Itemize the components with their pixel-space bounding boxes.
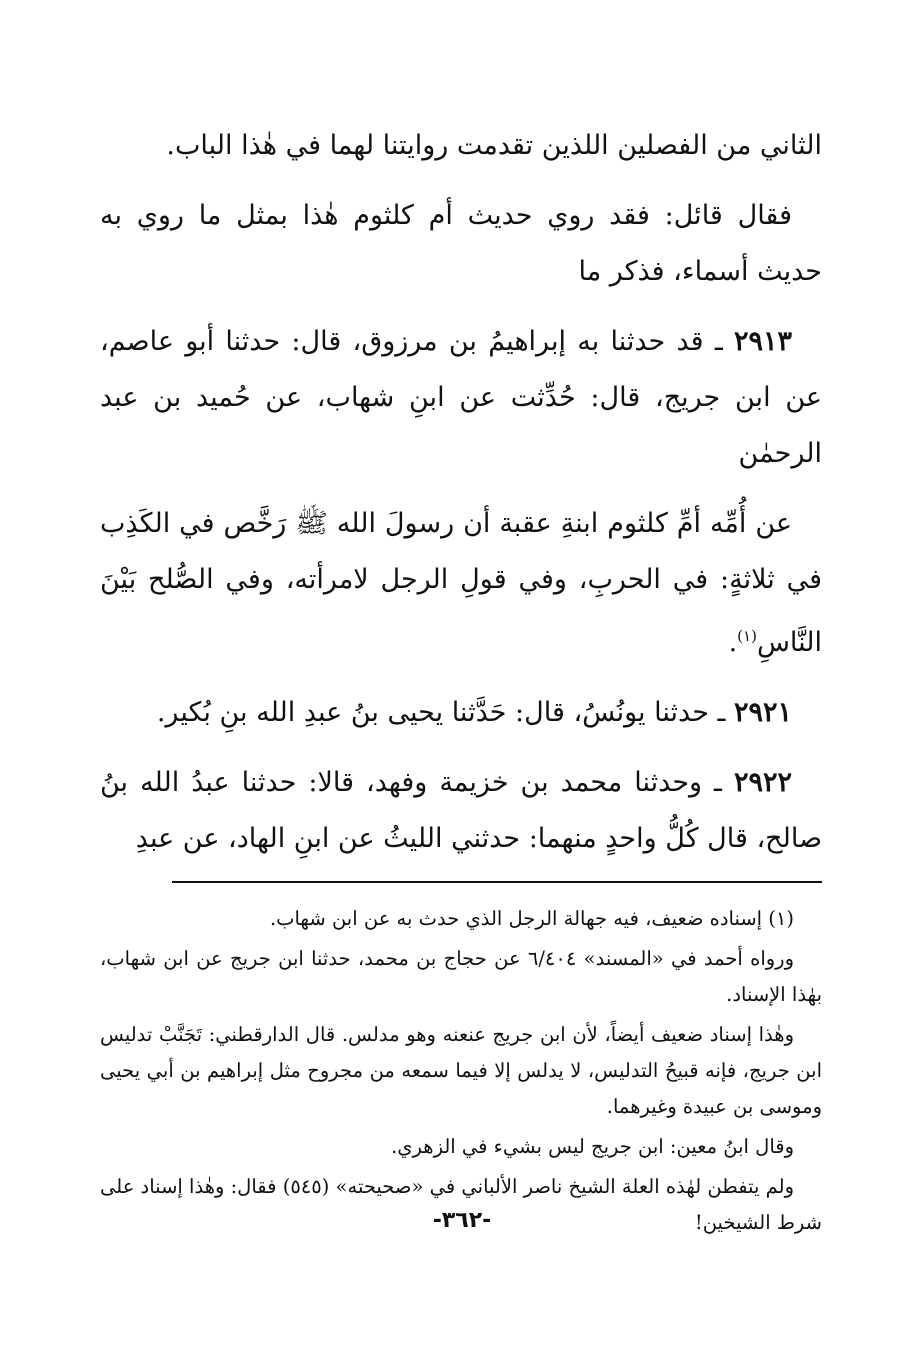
hadith-number: ٢٩٢٢: [733, 767, 792, 798]
footnote-ref: (١): [737, 627, 757, 645]
hadith-text: ـ حدثنا يونُسُ، قال: حَدَّثنا يحيى بنُ عبدِ الله بنِ بُكير.: [156, 697, 734, 728]
paragraph-2: فقال قائل: فقد روي حديث أم كلثوم هٰذا بمثل ما روي به حديث أسماء، فذكر ما: [100, 200, 822, 287]
hadith-2922: [100, 755, 822, 867]
sentence-end: .: [728, 627, 738, 658]
page-number: -٣٦٢-: [432, 1208, 492, 1233]
footnotes: [100, 901, 822, 1241]
footnote-3: وهٰذا إسناد ضعيف أيضاً، لأن ابن جريج عنعنه وهو مدلس. قال الدارقطني: تَجَنَّبْ تدليس ابن جريج، فإنه قبيحُ التدليس، لا يدلس إلا فيما سمعه من مجروح مثل إبراهيم بن أبي يحيى وموسى بن عبيدة وغيرهما.: [100, 1023, 822, 1118]
hadith-number: ٢٩٢١: [733, 697, 792, 728]
hadith-2913-matn: [100, 496, 822, 671]
footnote-divider: [172, 881, 822, 883]
hadith-text: عن أُمِّه أمِّ كلثوم ابنةِ عقبة أن رسولَ الله ﷺ رَخَّص في الكَذِب في ثلاثةٍ: في الحربِ، وفي قولِ الرجل لامرأته، وفي الصُّلح بَيْنَ النَّاسِ: [100, 508, 822, 658]
footnote-4: وقال ابنُ معين: ابن جريج ليس بشيء في الزهري.: [391, 1135, 794, 1158]
hadith-2913: [100, 314, 822, 482]
main-text: [100, 118, 822, 867]
hadith-2921: [100, 685, 822, 741]
hadith-text: ـ قد حدثنا به إبراهيمُ بن مرزوق، قال: حدثنا أبو عاصم، عن ابن جريج، قال: حُدِّثت عن ابنِ شهاب، عن حُميد بن عبد الرحمٰن: [100, 326, 822, 469]
footnote-2: ورواه أحمد في «المسند» ٦/٤٠٤ عن حجاج بن محمد، حدثنا ابن جريج عن ابن شهاب، بهٰذا الإسناد.: [100, 947, 822, 1006]
footnote-5: ولم يتفطن لهٰذه العلة الشيخ ناصر الألباني في «صحيحته» (٥٤٥) فقال: وهٰذا إسناد على شرط الشيخين!: [100, 1175, 822, 1234]
footnote-1: (١) إسناده ضعيف، فيه جهالة الرجل الذي حدث به عن ابن شهاب.: [269, 907, 794, 930]
hadith-number: ٢٩١٣: [733, 326, 792, 357]
hadith-text: ـ وحدثنا محمد بن خزيمة وفهد، قالا: حدثنا عبدُ الله بنُ صالح، قال كُلُّ واحدٍ منهما: حدثني الليثُ عن ابنِ الهاد، عن عبدِ: [100, 767, 822, 854]
document-page: [100, 118, 822, 1258]
paragraph-1: الثاني من الفصلين اللذين تقدمت روايتنا لهما في هٰذا الباب.: [166, 130, 822, 161]
